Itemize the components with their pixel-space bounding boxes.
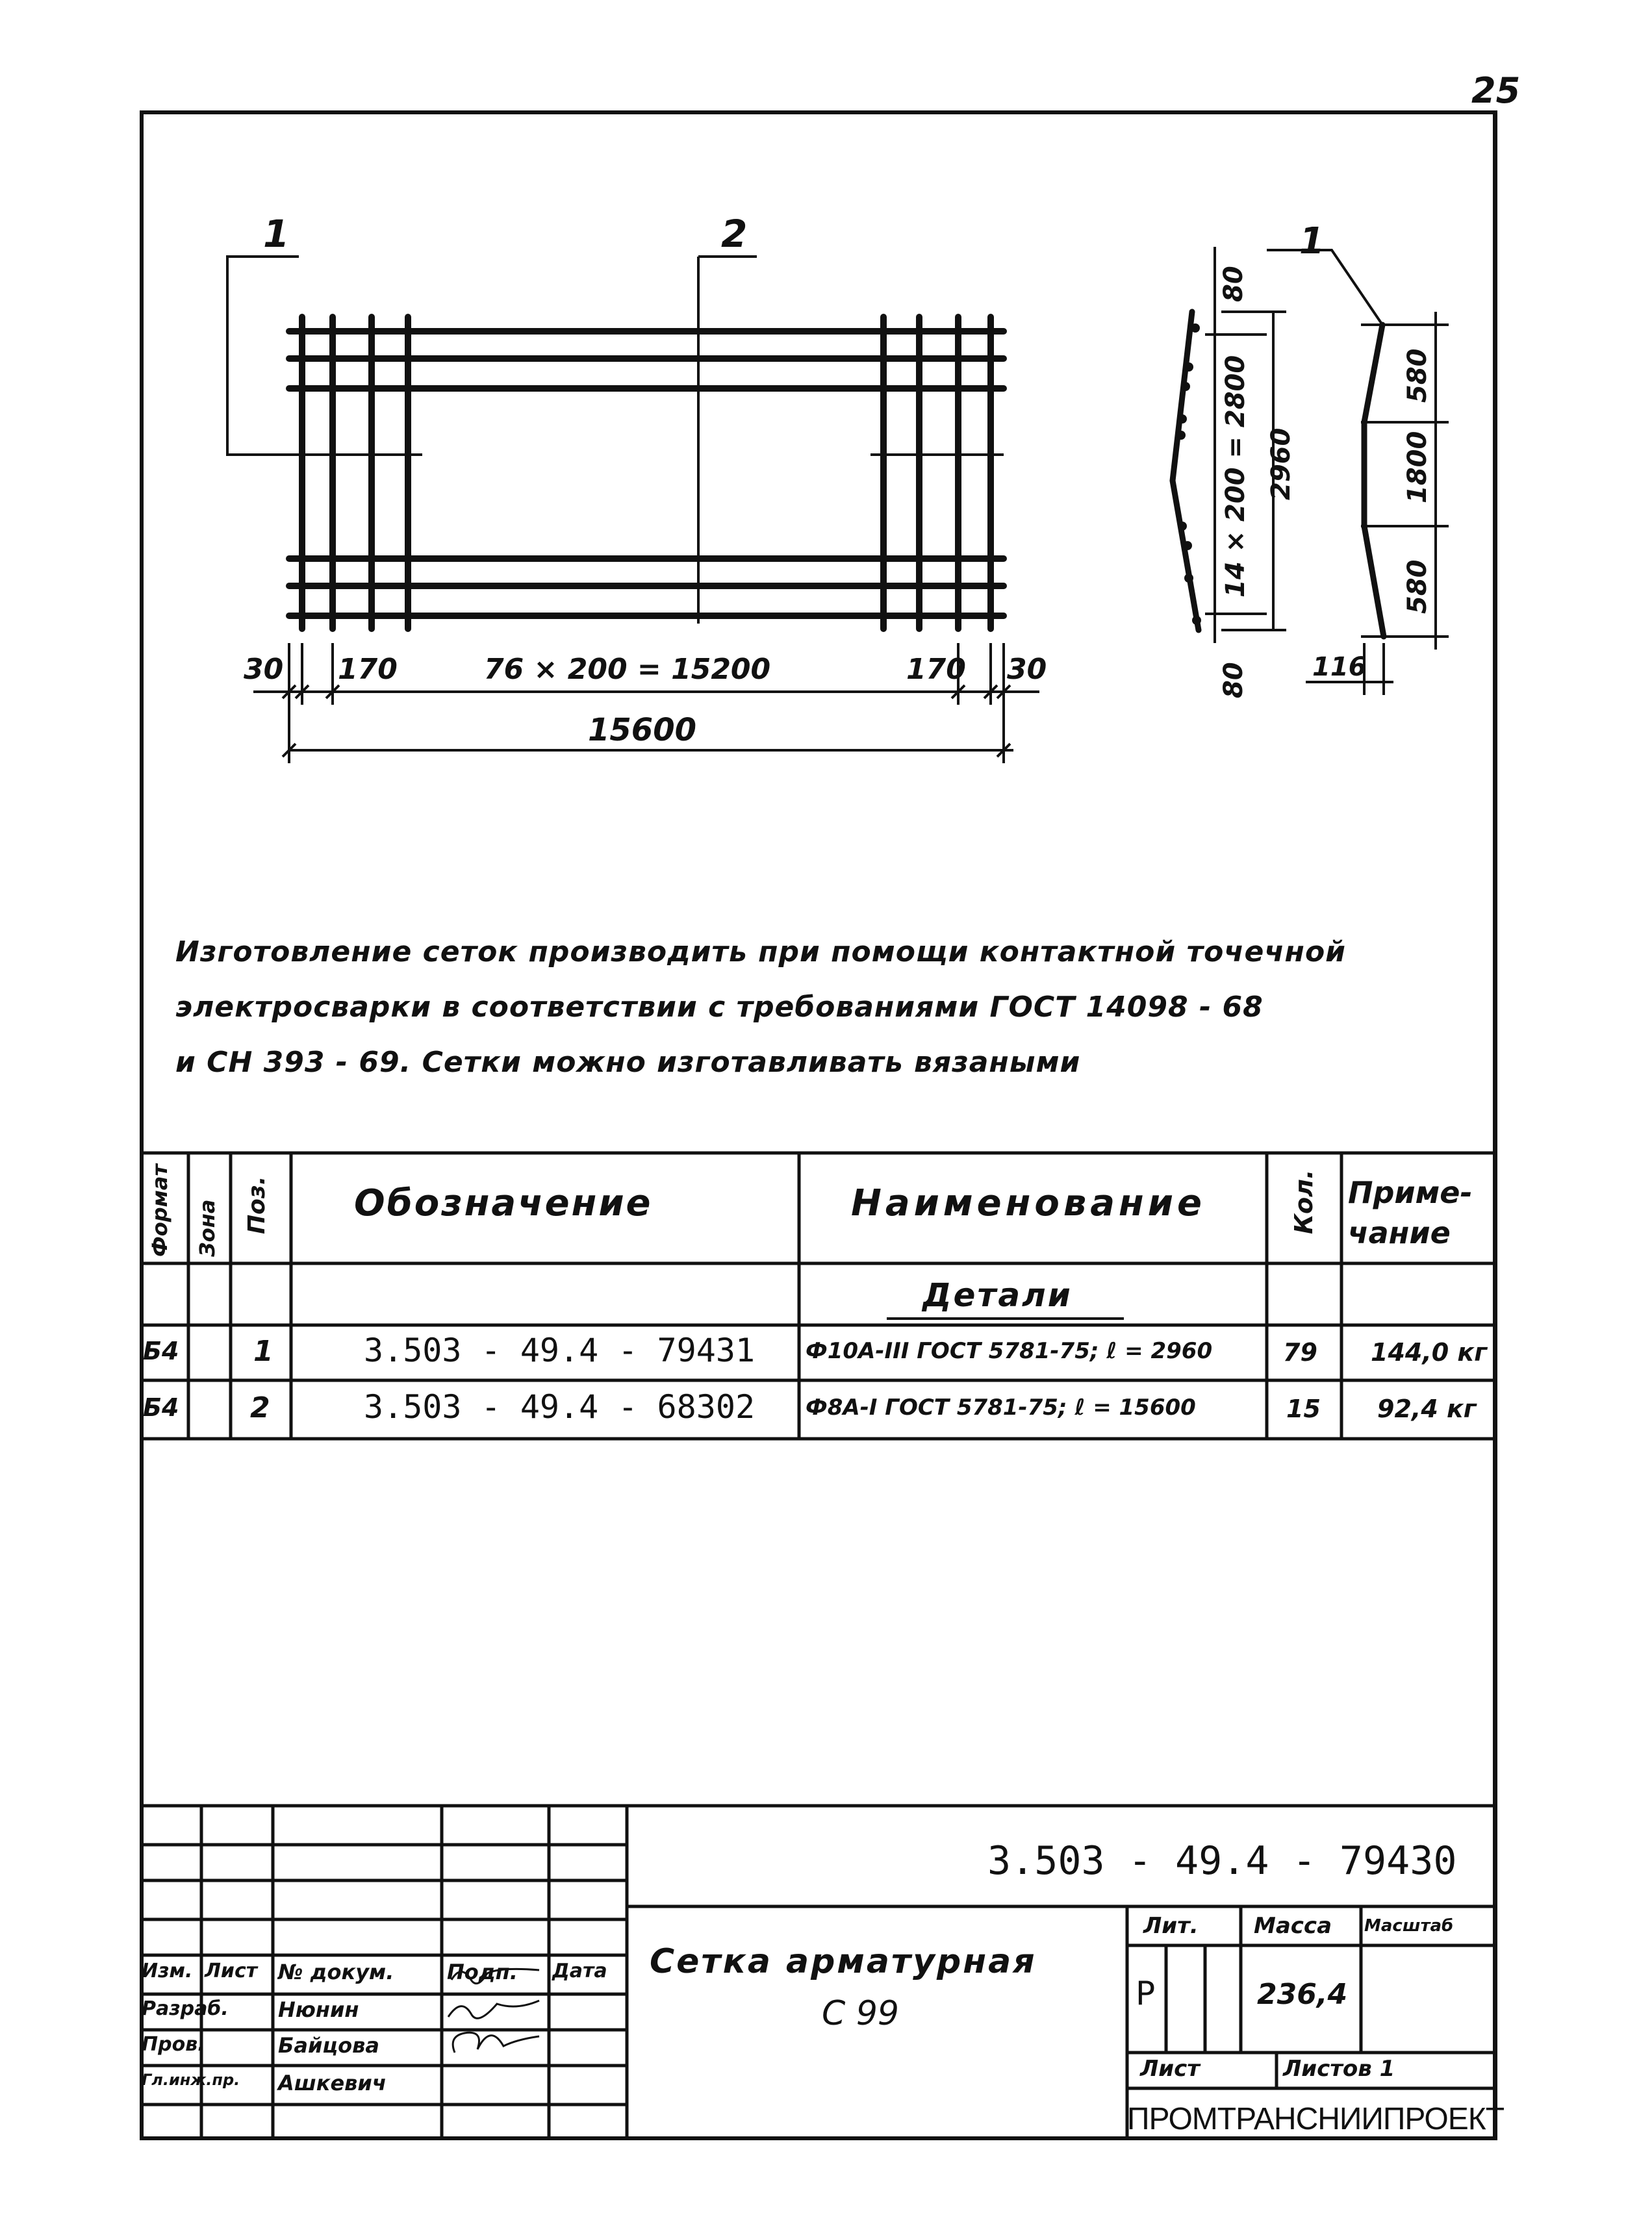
pos-label-2: 2 [721,212,748,256]
dim-right-170: 170 [906,653,966,686]
row-1-note: 144,0 кг [1371,1338,1488,1367]
pos-label-1: 1 [263,212,290,256]
col-header-qty: Кол. [1290,1169,1318,1234]
page-number: 25 [1471,70,1521,111]
section-dim-height: 2960 [1266,427,1296,500]
signature-chief [453,2032,539,2053]
tb-col-sign: Подп. [447,1960,518,1984]
section-pos-label: 1 [1299,220,1325,262]
row-2-name: Ф8А-I ГОСТ 5781-75; ℓ = 15600 [806,1395,1196,1421]
section-dim-spacing: 14 × 200 = 2800 [1221,355,1251,598]
title-line-2: С 99 [822,1994,900,2033]
col-header-note: Приме- чание [1348,1175,1473,1250]
row-2-format: Б4 [143,1393,179,1422]
col-header-designation: Обозначение [354,1182,653,1224]
tb-lit-value: Р [1136,1975,1156,2012]
dim-right-30: 30 [1007,653,1047,686]
row-2-qty: 15 [1286,1395,1321,1423]
tb-role-checker: Пров. [142,2033,205,2056]
col-header-format: Формат [147,1164,172,1257]
col-header-zone: Зона [195,1199,220,1257]
col-header-pos: Поз. [244,1176,270,1234]
row-1-name: Ф10А-III ГОСТ 5781-75; ℓ = 2960 [806,1338,1213,1364]
row-1-format: Б4 [143,1337,179,1365]
row-1-qty: 79 [1283,1338,1317,1367]
tb-sheet-label: Лист [1140,2056,1200,2082]
section-dim-80-top: 80 [1219,266,1249,302]
note-line-3: и СН 393 - 69. Сетки можно изготавливать вязаными [175,1046,1081,1079]
note-line-1: Изготовление сеток производить при помощи контактной точечной [175,935,1347,968]
row-2-note: 92,4 кг [1377,1395,1477,1423]
tb-col-izm: Изм. [142,1960,193,1982]
dim-total: 15600 [588,712,696,748]
tb-organization: ПРОМТРАНСНИИПРОЕКТ [1127,2102,1505,2136]
tb-role-developer: Разраб. [142,1997,229,2020]
tb-col-date: Дата [552,1960,607,1982]
tb-sheets-label: Листов 1 [1283,2056,1395,2082]
row-1-pos: 1 [253,1335,273,1368]
col-header-name: Наименование [851,1182,1206,1224]
dim-left-170: 170 [338,653,398,686]
dim-left-30: 30 [244,653,284,686]
section-dim-1800: 1800 [1403,431,1432,503]
dim-middle: 76 × 200 = 15200 [484,653,771,686]
doc-number: 3.503 - 49.4 - 79430 [987,1838,1457,1884]
tb-lit-label: Лит. [1143,1913,1199,1939]
section-dim-116: 116 [1312,652,1367,682]
section-dim-580-top: 580 [1403,348,1432,403]
tb-mass-label: Масса [1254,1913,1332,1939]
tb-name-chief: Ашкевич [278,2071,387,2095]
section-title-details: Детали [922,1276,1073,1314]
row-2-pos: 2 [250,1391,270,1424]
row-1-designation: 3.503 - 49.4 - 79431 [364,1332,756,1369]
row-2-designation: 3.503 - 49.4 - 68302 [364,1388,756,1426]
tb-col-list: Лист [205,1960,258,1982]
tb-scale-label: Масштаб [1364,1916,1454,1936]
tb-role-chief: Гл.инж.пр. [142,2071,240,2089]
section-dim-80-bottom: 80 [1219,662,1249,698]
tb-name-developer: Нюнин [278,1997,359,2022]
tb-name-checker: Байцова [278,2033,379,2058]
title-line-1: Сетка арматурная [650,1942,1037,1981]
section-dim-580-bottom: 580 [1403,559,1432,614]
tb-col-doc: № докум. [278,1960,394,1984]
tb-mass-value: 236,4 [1257,1978,1348,2011]
note-line-2: электросварки в соответствии с требованиями ГОСТ 14098 - 68 [175,991,1264,1024]
signature-checker [448,2001,539,2018]
